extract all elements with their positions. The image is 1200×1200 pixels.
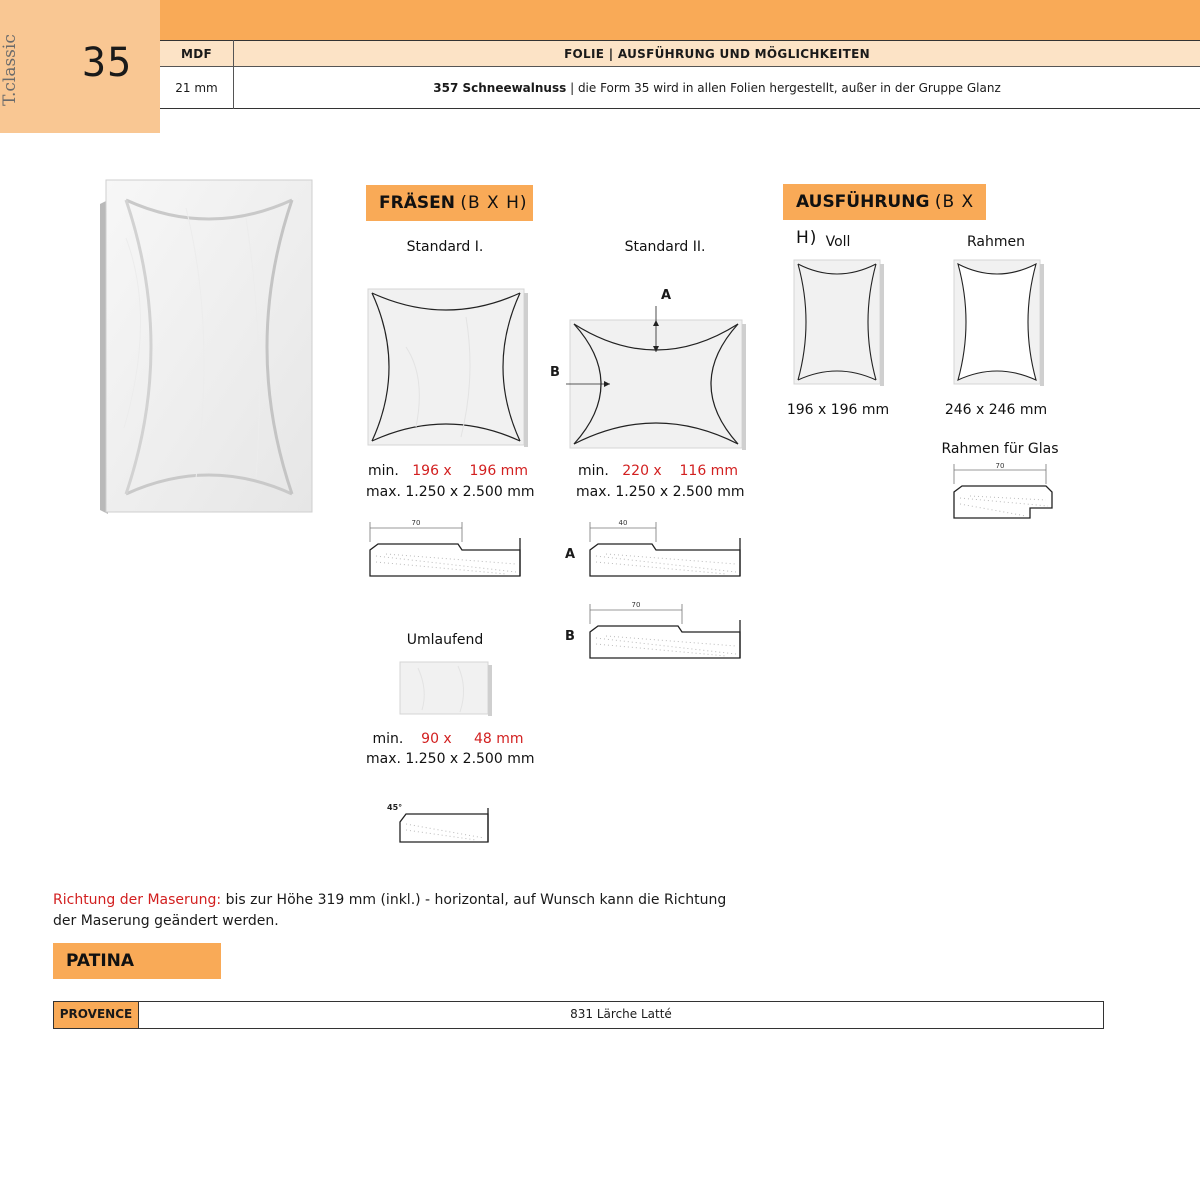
voll-dims: 196 x 196 mm: [786, 402, 890, 418]
col-folie-value: 357 Schneewalnuss | die Form 35 wird in allen Folien hergestellt, außer in der Gruppe Glanz: [234, 67, 1200, 109]
voll-label: Voll: [825, 234, 851, 250]
umlaufend-profile-drawing: [386, 800, 496, 846]
umlaufend-angle: 45°: [387, 803, 403, 812]
col-material-header: MDF: [160, 41, 234, 67]
marker-b: B: [550, 365, 560, 380]
profile-a-label: A: [565, 547, 576, 562]
grain-direction-note: Richtung der Maserung: bis zur Höhe 319 mm (inkl.) - horizontal, auf Wunsch kann die Richtung der Maserung geändert werden.: [53, 892, 727, 929]
door-front-image: [96, 178, 314, 516]
rahmen-image: [952, 258, 1046, 388]
page-number: 35: [82, 40, 133, 86]
ausfuehrung-heading: AUSFÜHRUNG (B X H): [783, 184, 986, 220]
provence-value: 831 Lärche Latté: [570, 1007, 672, 1021]
rahmen-glas-profile-width: 70: [995, 462, 1005, 470]
rahmen-glas-label: Rahmen für Glas: [941, 441, 1059, 457]
standard2-profile-a-drawing: [586, 516, 746, 580]
standard2-pattern-image: [548, 302, 748, 452]
voll-image: [792, 258, 886, 388]
patina-table: [53, 1001, 1104, 1029]
patina-heading: PATINA: [53, 943, 221, 979]
profile-b-width: 70: [631, 601, 641, 609]
umlaufend-max: max. 1.250 x 2.500 mm: [366, 751, 535, 767]
page-number-tab: [0, 0, 160, 133]
standard1-max: max. 1.250 x 2.500 mm: [366, 484, 535, 500]
spec-table: [160, 40, 1200, 109]
fraesen-heading: FRÄSEN (B X H): [366, 185, 533, 221]
umlaufend-label: Umlaufend: [406, 632, 484, 648]
brand-logo: T.classic: [0, 34, 20, 106]
standard1-profile-width: 70: [411, 519, 421, 527]
standard1-min: min. 196 x 196 mm: [368, 463, 528, 479]
provence-label: PROVENCE: [54, 1002, 139, 1028]
header-bar: [160, 0, 1200, 40]
rahmen-dims: 246 x 246 mm: [944, 402, 1048, 418]
standard1-profile-drawing: [366, 516, 526, 580]
umlaufend-min: min. 90 x 48 mm: [372, 731, 524, 747]
standard2-min: min. 220 x 116 mm: [578, 463, 738, 479]
rahmen-glas-profile-drawing: [950, 458, 1060, 524]
standard2-profile-b-drawing: [586, 598, 746, 662]
standard2-label: Standard II.: [624, 239, 706, 255]
standard2-max: max. 1.250 x 2.500 mm: [576, 484, 745, 500]
rahmen-label: Rahmen: [967, 234, 1025, 250]
standard1-pattern-image: [366, 287, 530, 451]
umlaufend-image: [398, 660, 494, 718]
standard1-label: Standard I.: [406, 239, 484, 255]
marker-a: A: [661, 288, 672, 303]
profile-a-width: 40: [618, 519, 628, 527]
profile-b-label: B: [565, 629, 575, 644]
col-material-value: 21 mm: [160, 67, 234, 109]
col-folie-header: FOLIE | AUSFÜHRUNG UND MÖGLICHKEITEN: [234, 41, 1200, 67]
